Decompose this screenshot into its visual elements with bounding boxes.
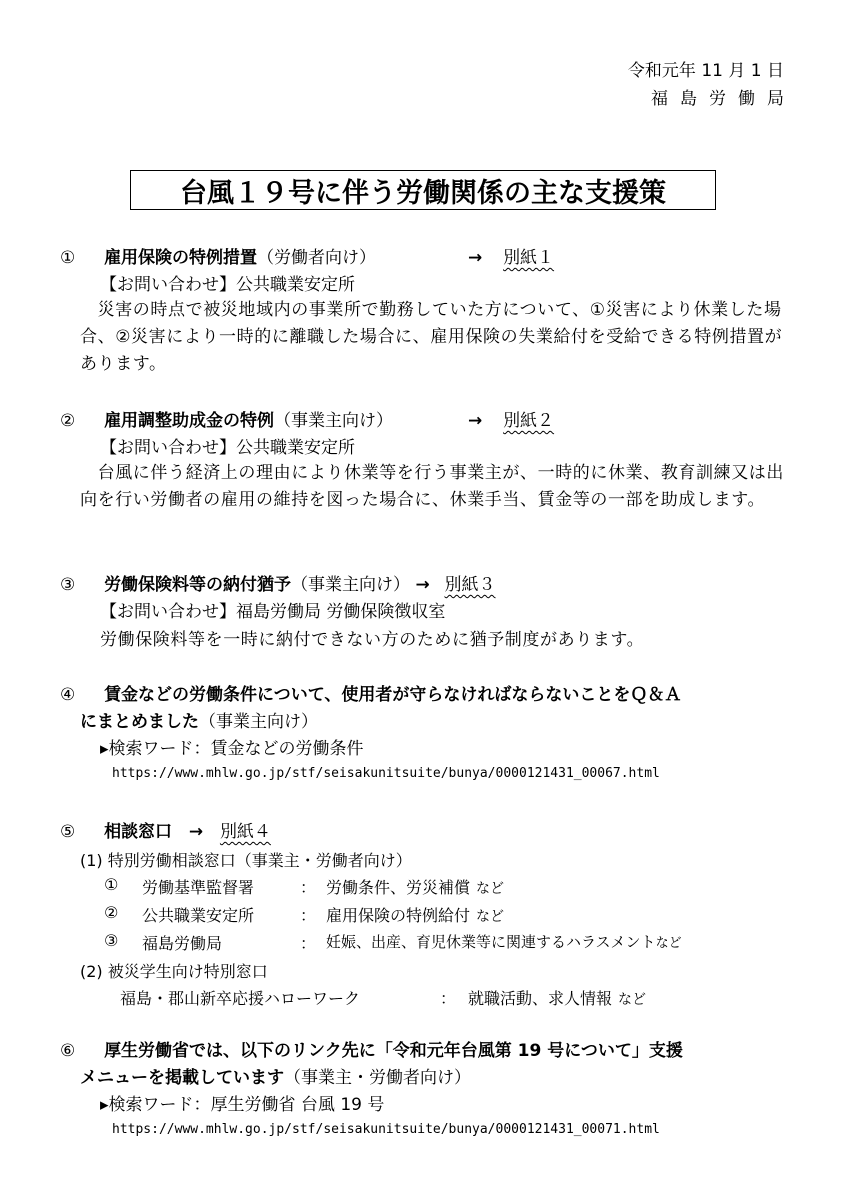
arrow-icon: →: [468, 248, 483, 268]
office-name: 公共職業安定所: [142, 906, 255, 925]
section-3-heading-row: [60, 573, 496, 597]
arrow-icon: →: [188, 822, 204, 842]
item-number: ①: [104, 875, 119, 894]
section-6-heading-row: [60, 1039, 683, 1063]
item-desc-text: 労働条件、労災補償: [326, 878, 471, 897]
section-number: ④: [60, 685, 76, 705]
section-1-appendix-ref: [468, 246, 554, 270]
section-target: （事業主・労働者向け）: [284, 1068, 471, 1088]
section-5-heading-row: [60, 820, 271, 844]
section-number: ③: [60, 575, 76, 595]
appendix-link[interactable]: 別紙３: [444, 575, 496, 595]
item-number: ③: [104, 931, 119, 950]
separator: ：: [300, 906, 317, 925]
section-target: （事業主向け）: [291, 575, 411, 595]
section-4-url-link[interactable]: https://www.mhlw.go.jp/stf/seisakunitsuite/bunya/0000121431_00067.html: [112, 766, 660, 781]
item-suffix: など: [476, 909, 505, 925]
section-heading-cont: にまとめました: [80, 712, 199, 732]
consultation-subsection-1: (1) 特別労働相談窓口（事業主・労働者向け）: [80, 851, 412, 870]
section-6-heading-line2: [80, 1066, 471, 1090]
arrow-icon: →: [468, 411, 483, 431]
section-3-contact: 【お問い合わせ】福島労働局 労働保険徴収室: [100, 602, 446, 622]
arrow-icon: →: [415, 575, 430, 595]
section-heading-cont: メニューを掲載しています: [80, 1068, 284, 1088]
item-number: ②: [104, 903, 119, 922]
separator: ：: [300, 934, 317, 953]
section-1-contact: 【お問い合わせ】公共職業安定所: [100, 275, 355, 295]
section-target: （事業主向け）: [199, 712, 318, 732]
appendix-link[interactable]: 別紙４: [219, 822, 271, 842]
separator: ：: [440, 989, 457, 1008]
section-heading: 労働保険料等の納付猶予: [104, 575, 292, 595]
section-2-heading-row: [60, 409, 393, 433]
item-suffix: など: [476, 881, 505, 897]
section-2-contact: 【お問い合わせ】公共職業安定所: [100, 438, 355, 458]
section-4-search-keyword: ▸検索ワード：賃金などの労働条件: [100, 739, 364, 759]
section-heading: 雇用調整助成金の特例: [104, 411, 275, 431]
section-heading: 厚生労働省では、以下のリンク先に「令和元年台風第 19 号について」支援: [104, 1041, 683, 1061]
student-office-description: [468, 986, 646, 1009]
office-name: 福島労働局: [142, 934, 223, 953]
item-desc-text: 妊娠、出産、育児休業等に関連するハラスメント: [326, 933, 656, 951]
section-heading: 雇用保険の特例措置: [104, 248, 258, 268]
student-office-name: 福島・郡山新卒応援ハローワーク: [120, 989, 361, 1008]
section-target: （労働者向け）: [257, 248, 377, 268]
appendix-link[interactable]: 別紙１: [503, 248, 555, 268]
section-number: ①: [60, 248, 76, 268]
item-suffix: など: [655, 936, 682, 951]
section-heading: 賃金などの労働条件について、使用者が守らなければならないことをＱ＆Ａ: [104, 685, 682, 705]
consultation-subsection-2: (2) 被災学生向け特別窓口: [80, 962, 268, 981]
section-2-body: 台風に伴う経済上の理由により休業等を行う事業主が、一時的に休業、教育訓練又は出向を行い労働者の雇用の維持を図った場合に、休業手当、賃金等の一部を助成します。: [80, 463, 784, 510]
item-desc-text: 就職活動、求人情報: [468, 989, 613, 1008]
section-number: ⑥: [60, 1041, 76, 1061]
section-number: ⑤: [60, 822, 76, 842]
separator: ：: [300, 878, 317, 897]
section-heading: 相談窓口: [104, 822, 173, 842]
item-description: [326, 931, 682, 952]
item-description: [326, 903, 504, 926]
section-1-heading-row: [60, 246, 376, 270]
section-4-heading-row: [60, 683, 681, 707]
section-4-heading-line2: [80, 710, 318, 734]
issue-date: 令和元年 11 月 1 日: [627, 61, 784, 81]
section-6-url-link[interactable]: https://www.mhlw.go.jp/stf/seisakunitsuite/bunya/0000121431_00071.html: [112, 1122, 660, 1137]
issuing-office: 福島労働局: [651, 89, 796, 109]
item-desc-text: 雇用保険の特例給付: [326, 906, 471, 925]
item-suffix: など: [618, 992, 647, 1008]
item-description: [326, 875, 504, 898]
section-6-search-keyword: ▸検索ワード：厚生労働省 台風 19 号: [100, 1095, 385, 1115]
document-title: 台風１９号に伴う労働関係の主な支援策: [130, 170, 716, 210]
appendix-link[interactable]: 別紙２: [503, 411, 555, 431]
section-2-appendix-ref: [468, 409, 554, 433]
section-target: （事業主向け）: [274, 411, 394, 431]
section-3-body: 労働保険料等を一時に納付できない方のために猶予制度があります。: [100, 630, 645, 650]
section-1-body: 災害の時点で被災地域内の事業所で勤務していた方について、①災害により休業した場合、②災害により一時的に離職した場合に、雇用保険の失業給付を受給できる特例措置があります。: [80, 300, 783, 374]
section-number: ②: [60, 411, 76, 431]
office-name: 労働基準監督署: [142, 878, 255, 897]
